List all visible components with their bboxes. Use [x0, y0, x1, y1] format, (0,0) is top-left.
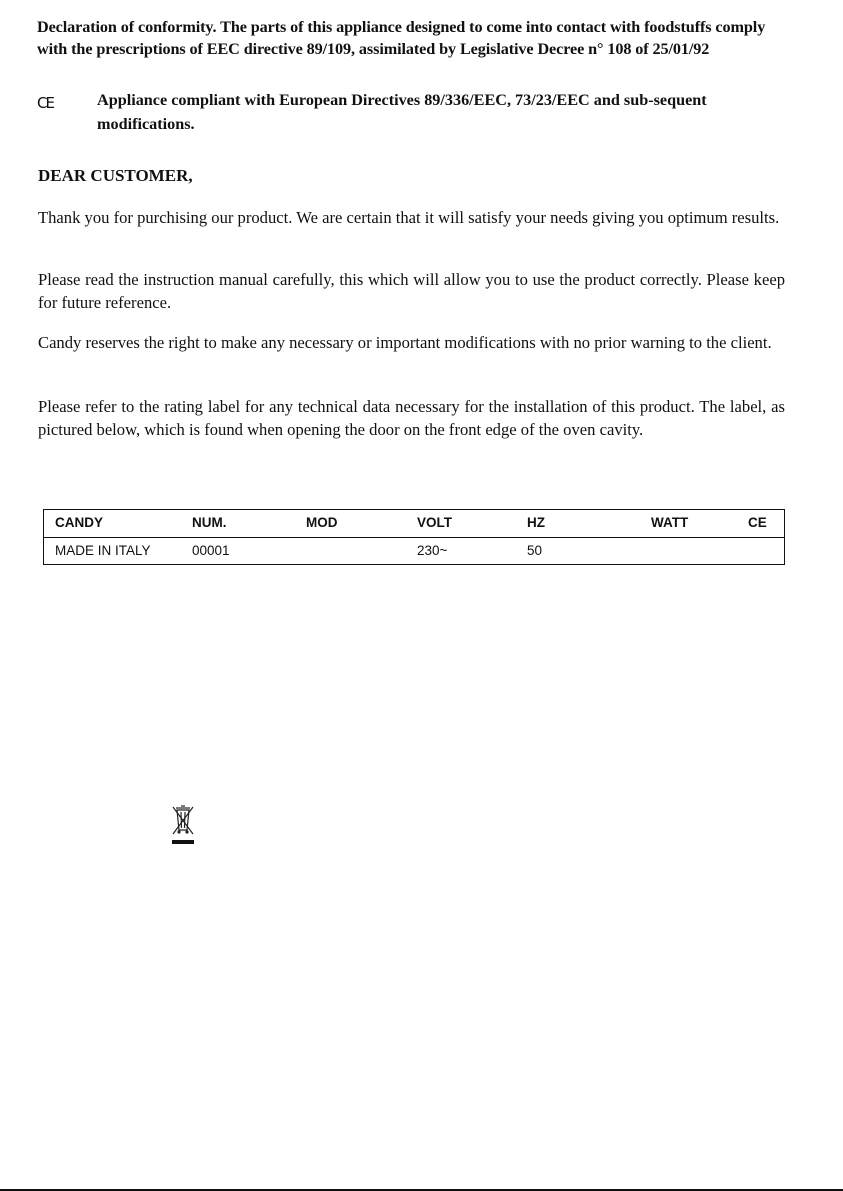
rating-label-values-row [44, 538, 784, 565]
rating-label-hz-value: 50 [527, 543, 543, 558]
paragraph-modifications: Candy reserves the right to make any necessary or important modifications with no prior warning to the client. [38, 333, 772, 352]
rating-label-num-value: 00001 [192, 543, 230, 558]
paragraph-read-manual: Please read the instruction manual carefully, this which will allow you to use the product correctly. Please keep for future reference. [38, 270, 785, 312]
rating-label-volt-header: VOLT [417, 515, 452, 530]
ce-mark-icon: CE [37, 94, 53, 112]
greeting-heading: DEAR CUSTOMER, [38, 166, 193, 185]
rating-label-mod-header: MOD [306, 515, 338, 530]
rating-label-num-header: NUM. [192, 515, 227, 530]
rating-label-table [43, 509, 785, 565]
compliance-statement: Appliance compliant with European Directives 89/336/EEC, 73/23/EEC and sub-sequent modifications. [97, 91, 707, 133]
rating-label-ce-header: CE [748, 515, 767, 530]
paragraph-rating-label: Please refer to the rating label for any technical data necessary for the installation of this product. The label, as pictured below, which is found when opening the door on the front edge of the oven cavity. [38, 397, 785, 439]
rating-label-header-row [44, 510, 784, 537]
rating-label-origin: MADE IN ITALY [55, 543, 151, 558]
declaration-of-conformity: Declaration of conformity. The parts of this appliance designed to come into contact with foodstuffs comply with the prescriptions of EEC directive 89/109, assimilated by Legislative Decree n° 108 of 25/01/92 [37, 18, 766, 58]
crossed-out-wheelie-bin-icon [170, 803, 196, 847]
rating-label-brand: CANDY [55, 515, 104, 530]
rating-label-hz-header: HZ [527, 515, 545, 530]
paragraph-thank-you: Thank you for purchising our product. We are certain that it will satisfy your needs giving you optimum results. [38, 208, 780, 227]
rating-label-volt-value: 230~ [417, 543, 448, 558]
rating-label-watt-header: WATT [651, 515, 689, 530]
